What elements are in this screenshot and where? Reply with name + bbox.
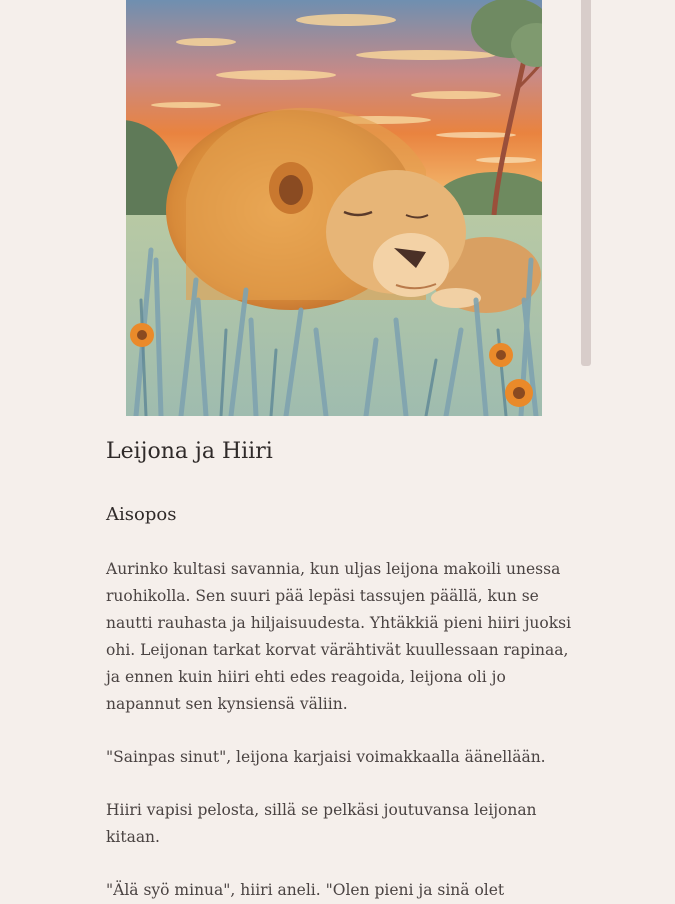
story-content: [106, 434, 576, 904]
story-paragraph-1: Aurinko kultasi savannia, kun uljas leijona makoili unessa ruohikolla. Sen suuri pää lepäsi tassujen päällä, kun se nautti rauhasta ja hiljaisuudesta. Yhtäkkiä pieni hiiri juoksi ohi. Leijonan tarkat korvat värähtivät kuullessaan rapinaa, ja ennen kuin hiiri ehti edes reagoida, leijona oli jo napannut sen kynsiensä väliin.: [106, 560, 572, 713]
story-title: Leijona ja Hiiri: [106, 439, 273, 464]
story-paragraph-2: "Sainpas sinut", leijona karjaisi voimakkaalla äänellään.: [106, 748, 546, 766]
scrollbar-thumb[interactable]: [581, 0, 591, 366]
story-paragraph-3: Hiiri vapisi pelosta, sillä se pelkäsi joutuvansa leijonan kitaan.: [106, 801, 537, 846]
story-paragraph-4: "Älä syö minua", hiiri aneli. "Olen pieni ja sinä olet: [106, 881, 505, 899]
story-author: Aisopos: [106, 504, 177, 525]
story-illustration: [126, 0, 542, 416]
